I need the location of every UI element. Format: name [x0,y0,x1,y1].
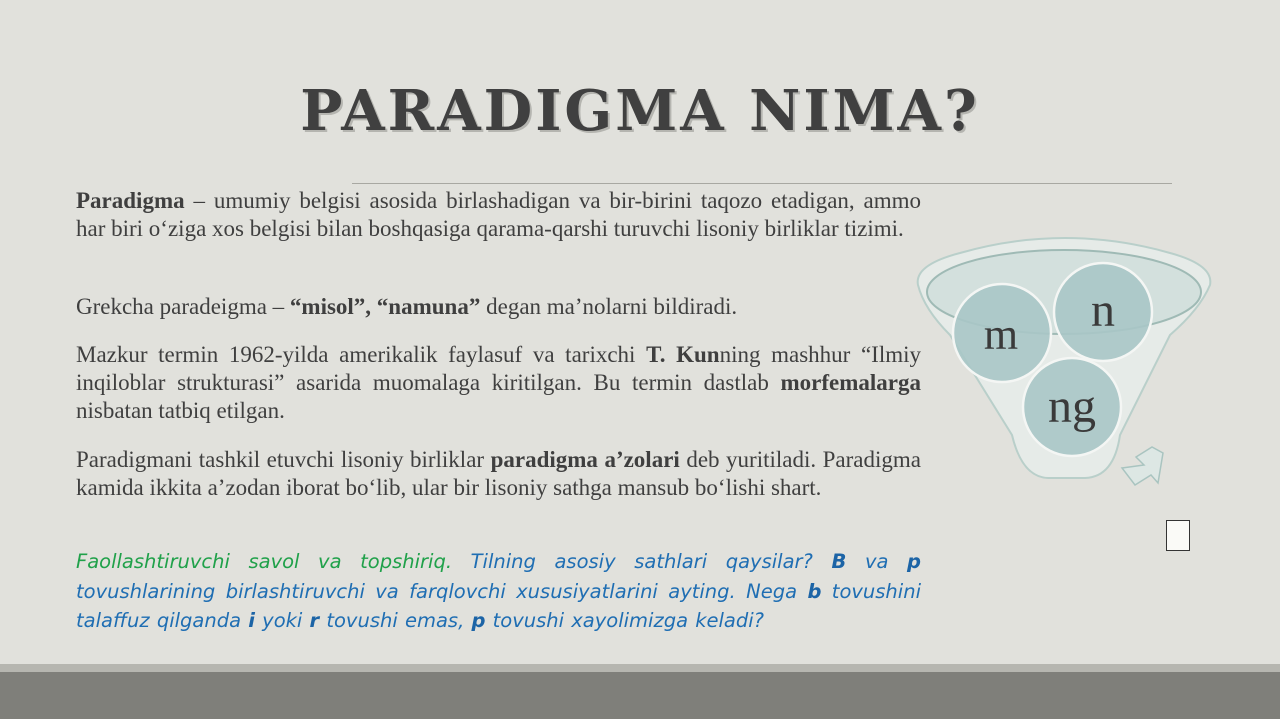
bold-term: paradigma a’zolari [490,447,680,472]
paragraph-text: ning mashhur “Ilmiy inqiloblar strukturasi” asarida muomalaga kiritilgan. Bu termin dastlab [76,342,921,395]
paragraph-text: Grekcha paradeigma – [76,294,290,319]
paragraph-text: – umumiy belgisi asosida birlashadigan va bir-birini taqozo etadigan, ammo har biri o‘ziga xos belgisi bilan boshqasiga qarama-qarshi turuvchi lisoniy birliklar tizimi. [76,188,921,241]
footer-band [0,664,1280,672]
bold-term: T. Kun [646,342,720,367]
question-text: yoki [254,609,310,632]
activity-question [76,547,921,636]
bold-term: morfemalarga [780,370,921,395]
bold-letter: p [471,609,486,632]
paragraph-etymology [76,293,921,321]
footer-bar [0,672,1280,719]
bold-letter: B [831,550,847,573]
funnel-item-m: m [983,310,1019,359]
bold-letter: r [309,609,320,632]
funnel-item-n: n [1091,284,1115,337]
question-text: tovushini talaffuz qilganda [76,579,921,632]
bold-term: Paradigma [76,188,185,213]
funnel-item-ng: ng [1048,380,1096,433]
bold-letter: b [807,579,822,603]
paragraph-text: nisbatan tatbiq etilgan. [76,398,285,423]
title-divider [352,183,1172,184]
paragraph-history [76,341,921,425]
question-text: tovushi emas, [319,609,472,632]
paragraph-definition [76,187,921,243]
bold-letter: p [907,550,921,573]
question-text: tovushi xayolimizga keladi? [485,609,765,632]
paragraph-text: deb yuritiladi. Paradigma kamida ikkita a’zodan iborat bo‘lib, ular bir lisoniy sathga mansub bo‘lishi shart. [76,447,921,500]
paragraph-text: Mazkur termin 1962-yilda amerikalik faylasuf va tarixchi [76,342,647,367]
funnel-diagram [900,225,1230,500]
activity-heading: Faollashtiruvchi savol va topshiriq. [76,550,453,573]
question-text: va [846,550,908,573]
paragraph-text: degan ma’nolarni bildiradi. [480,294,738,319]
paragraph-text: Paradigmani tashkil etuvchi lisoniy birliklar [76,447,491,472]
empty-placeholder-box [1166,520,1190,551]
down-right-arrow-icon [1122,447,1163,485]
bold-term: “misol”, “namuna” [289,294,481,319]
question-text: Tilning asosiy sathlari qaysilar? [452,550,832,573]
slide-title: PARADIGMA NIMA? [300,78,980,144]
bold-letter: i [248,609,255,632]
paragraph-members [76,446,921,502]
question-text: tovushlarining birlashtiruvchi va farqlovchi xususiyatlarini ayting. Nega [76,579,808,603]
